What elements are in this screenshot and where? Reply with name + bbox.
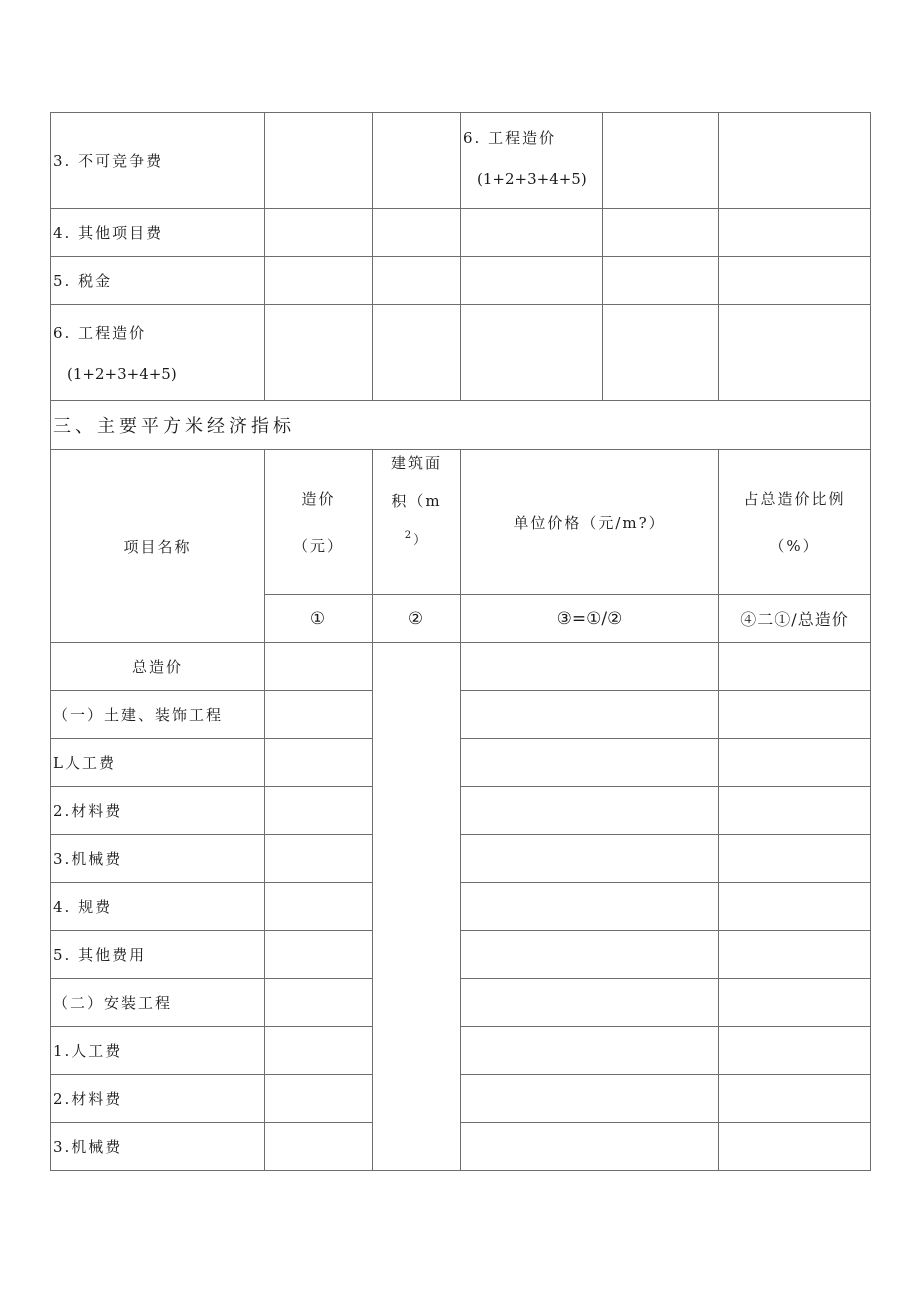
cell — [461, 1123, 719, 1171]
cost-header — [265, 450, 373, 595]
index-row-label: 2.材料费 — [51, 787, 265, 835]
mid-header-cell — [461, 113, 603, 209]
item-name-header: 项目名称 — [51, 450, 265, 643]
cost-row — [51, 305, 871, 401]
merged-area-cell — [373, 643, 461, 1171]
cell — [373, 113, 461, 209]
cost-row-label: 4. 其他项目费 — [51, 209, 265, 257]
cost-row — [51, 257, 871, 305]
cell — [265, 883, 373, 931]
cell — [265, 787, 373, 835]
cell — [461, 1075, 719, 1123]
cell — [265, 643, 373, 691]
ratio-header — [719, 450, 871, 595]
area-header-line2: 积（m — [391, 492, 442, 510]
index-row-label: 5. 其他费用 — [51, 931, 265, 979]
index-row — [51, 643, 871, 691]
index-row — [51, 1075, 871, 1123]
cell — [719, 739, 871, 787]
section-row — [51, 401, 871, 450]
cell — [265, 257, 373, 305]
cell — [265, 931, 373, 979]
formula-3: ③=①/② — [461, 595, 719, 643]
index-row-label: 3.机械费 — [51, 1123, 265, 1171]
formula-4: ④二①/总造价 — [719, 595, 871, 643]
cell — [265, 739, 373, 787]
cell — [719, 787, 871, 835]
cost-row — [51, 113, 871, 209]
cell — [461, 739, 719, 787]
cell — [719, 931, 871, 979]
cost-row-label — [51, 305, 265, 401]
cost-row-label-line1: 6. 工程造价 — [53, 324, 147, 342]
cell — [373, 257, 461, 305]
cell — [461, 257, 603, 305]
area-superscript: 2 — [404, 530, 414, 541]
index-row-label: 2.材料费 — [51, 1075, 265, 1123]
index-row-label: （二）安装工程 — [51, 979, 265, 1027]
index-row-label: 3.机械费 — [51, 835, 265, 883]
mid-header-line1: 6. 工程造价 — [463, 129, 557, 147]
cell — [265, 1123, 373, 1171]
index-row — [51, 1027, 871, 1075]
mid-header-line2: (1+2+3+4+5) — [477, 170, 587, 188]
cell — [265, 835, 373, 883]
cell — [265, 1075, 373, 1123]
ratio-header-line2: （%） — [769, 537, 820, 555]
index-header-row — [51, 450, 871, 595]
cell — [265, 979, 373, 1027]
cell — [265, 209, 373, 257]
index-row-label: 总造价 — [51, 643, 265, 691]
formula-2: ② — [373, 595, 461, 643]
area-header-line1: 建筑面 — [390, 454, 442, 472]
cost-row-label: 5. 税金 — [51, 257, 265, 305]
index-row — [51, 691, 871, 739]
index-row — [51, 835, 871, 883]
cell — [719, 305, 871, 401]
index-row — [51, 739, 871, 787]
cell — [719, 1027, 871, 1075]
cell — [461, 1027, 719, 1075]
cell — [719, 643, 871, 691]
cell — [265, 1027, 373, 1075]
index-row — [51, 787, 871, 835]
index-row-label: 4. 规费 — [51, 883, 265, 931]
cost-row-label: 3. 不可竞争费 — [51, 113, 265, 209]
cell — [461, 643, 719, 691]
cell — [461, 931, 719, 979]
area-header-suffix: ） — [413, 533, 429, 548]
cell — [265, 691, 373, 739]
cell — [461, 835, 719, 883]
cell — [719, 257, 871, 305]
cell — [719, 1075, 871, 1123]
cost-header-line2: （元） — [292, 537, 344, 555]
cell — [461, 305, 603, 401]
unit-price-header: 单位价格（元/m?） — [461, 450, 719, 595]
cost-header-line1: 造价 — [301, 490, 336, 508]
cell — [603, 257, 719, 305]
index-row — [51, 979, 871, 1027]
index-row — [51, 931, 871, 979]
cell — [461, 691, 719, 739]
cell — [719, 979, 871, 1027]
ratio-header-line1: 占总造价比例 — [743, 490, 846, 508]
index-row-label: L人工费 — [51, 739, 265, 787]
cell — [461, 209, 603, 257]
section-title: 三、主要平方米经济指标 — [51, 401, 871, 450]
index-row — [51, 883, 871, 931]
cell — [603, 305, 719, 401]
cell — [373, 209, 461, 257]
cell — [461, 787, 719, 835]
cell — [719, 691, 871, 739]
index-row-label: 1.人工费 — [51, 1027, 265, 1075]
cell — [373, 305, 461, 401]
cost-row-label-line2: (1+2+3+4+5) — [67, 365, 177, 383]
index-row — [51, 1123, 871, 1171]
cell — [461, 979, 719, 1027]
cell — [719, 209, 871, 257]
cost-index-sheet — [50, 112, 870, 1171]
area-header-line3 — [373, 526, 460, 551]
index-row-label: （一）土建、装饰工程 — [51, 691, 265, 739]
cell — [265, 305, 373, 401]
cell — [719, 1123, 871, 1171]
cell — [719, 113, 871, 209]
cell — [603, 209, 719, 257]
cell — [719, 835, 871, 883]
cell — [461, 883, 719, 931]
cell — [603, 113, 719, 209]
cell — [719, 883, 871, 931]
cost-table — [50, 112, 871, 1171]
area-header — [373, 450, 461, 595]
cell — [265, 113, 373, 209]
cost-row — [51, 209, 871, 257]
formula-1: ① — [265, 595, 373, 643]
